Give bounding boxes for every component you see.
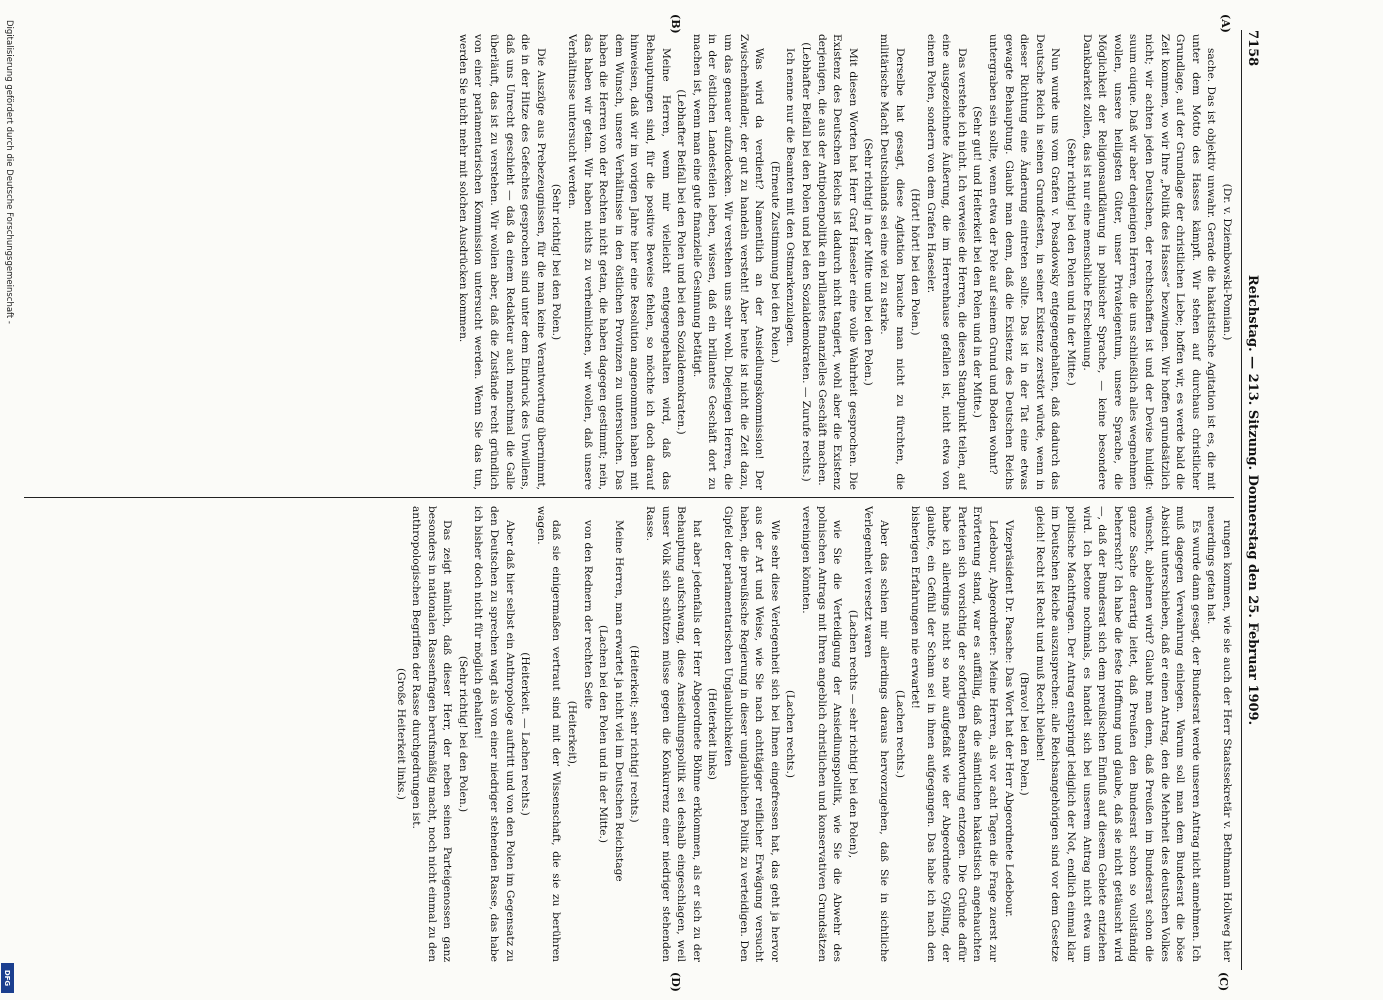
paragraph: Ledebour, Abgeordneter: Meine Herren, als vor acht Tagen die Frage zuerst zur Erörterung stand, war es auffällig, daß die sämtlichen hakatistisch angehauchten Parteien sich vorsichtig der sofortigen Beantwortung entzogen. Die Gründe dafür habe ich allerdings nicht so naiv aufgefaßt wie der Abgeordnete Gyßling, der glaubte, ein Gefühl der Scham sei in ihnen aufgegangen. Das habe ich nach den bisherigen Erfahrungen nie erwartet! (909, 506, 1000, 962)
stage-direction: (Lebhafter Beifall bei den Polen und bei den Sozialdemokraten.) (675, 89, 688, 435)
paragraph: Vizepräsident Dr. Paasche: Das Wort hat der Herr Abgeordnete Ledebour. (1002, 520, 1015, 918)
paragraph: Was wird da verdient? Namentlich an der Ansiedlungskommission! Der Zwischenhändler, der gut zu handeln versteht! Aber heute ist nicht die Zeit dazu, um das genauer aufzudecken. Wir verstehen uns sehr wohl. Diejenigen Herren, die in der östlichen Landesteilen leben, wissen, daß ein brillantes Geschäft dort zu machen ist, wenn man eine gute finanzielle Gesinnung betätigt. (690, 34, 766, 490)
paragraph: Aber daß hier selbst ein Anthropologe auftritt und von den Polen im Gegensatz zu den Deutschen zu sprechen wagt als von einer niedriger stehenden Rasse, das habe ich bisher doch nicht für möglich gehalten! (472, 506, 516, 962)
stage-direction: (Sehr richtig! bei den Polen und in der Mitte.) (1065, 138, 1078, 386)
paragraph: Derselbe hat gesagt, diese Agitation brauche man nicht zu fürchten, die militärische Macht Deutschlands sei eine viel zu starke. (877, 34, 906, 490)
stage-direction: (Sehr richtig! bei den Polen.) (550, 183, 563, 341)
paragraph: Meine Herren, man erwartet ja nicht viel im Deutschen Reichstage (612, 520, 625, 882)
paragraph: hat aber jedenfalls der Herr Abgeordnete Böhme erklommen, als er sich zu der Behauptung aufschwang, diese Ansiedlungspolitik sei deshalb eingeschlagen, weil unser Volk sich schützen müsse gegen die Konkurrenz einer niedriger stehenden Rasse. (644, 506, 703, 962)
stage-direction: (Heiterkeit links) (706, 688, 719, 780)
page-number: 7158 (1245, 30, 1260, 67)
page-header (1241, 30, 1262, 970)
stage-direction: (Heiterkeit. — Lachen rechts.) (519, 652, 532, 816)
paragraph: rungen kommen, wie sie auch der Herr Staatssekretär v. Bethmann Hollweg hier neuerdings getan hat. (1205, 506, 1233, 962)
stage-direction: (Große Heiterkeit links.) (394, 668, 407, 800)
digitization-credit-text: Digitalisierung gefördert durch die Deutsche Forschungsgemeinschaft - (4, 20, 14, 324)
paragraph: Ich nenne nur die Beamten mit den Ostmarkenzulagen. (784, 48, 797, 347)
paragraph: Nun wurde uns vom Grafen v. Posadowsky entgegengehalten, daß dadurch das Deutsche Reich in seinen Grundfesten, in seiner Existenz zerstört würde, wenn in dieser Richtung eine Änderung eintreten sollte. Das ist in der Tat eine etwas gewagte Behauptung. Glaubt man denn, daß die Existenz des Deutschen Reichs untergraben sein sollte, wenn etwa der Pole auf seinem Grund und Boden wohnt? (987, 34, 1062, 490)
margin-marker-a: (A) (1219, 14, 1232, 33)
paragraph: daß sie einigermaßen vertraut sind mit der Wissenschaft, die sie zu berühren wagen. (534, 506, 563, 962)
stage-direction: (Lachen rechts.) (893, 690, 906, 778)
stage-direction: (Erneute Zustimmung bei den Polen.) (768, 161, 781, 363)
paragraph: wie Sie die Verteidigung der Ansiedlungspolitik, wie Sie die Abwehr des polnischen Antrags mit Ihren angeblich christlichen und konservativen Grundsätzen vereinigen könnten. (799, 506, 844, 962)
margin-marker-b: (B) (669, 14, 682, 34)
stage-direction: (Heiterkeit), (566, 700, 579, 768)
paragraph: Aber das schien mir allerdings daraus hervorzugehen, daß Sie in sichtliche Verlegenheit versetzt waren (862, 506, 890, 962)
paragraph: sache. Das ist objektiv unwahr. Gerade die hakatistische Agitation ist es, die mit unter dem Motto des Hasses kämpft. Wir stehen auf durchaus christlicher Grundlage, auf der Grundlage der christlichen Liebe; hoffen wir, es werde bald die Zeit kommen, wo wir Ihre „Politik des Hasses“ bezwingen. Wir hoffen grundsätzlich nicht; wir achten jeden Deutschen, der rechtschaffen ist und der Devise huldigt: suum cuique. Daß wir aber denjenigen Herren, die uns schließlich alles wegnehmen wollen, unsere heiligsten Güter, unser Privateigentum, unsere Sprache, die Möglichkeit der Religionsaufklärung in polnischer Sprache, — keine besondere Dankbarkeit zollen, das ist nur eine menschliche Erscheinung. (1080, 34, 1218, 490)
running-header: Reichstag. — 213. Sitzung. Donnerstag den 25. Februar 1909. (1245, 274, 1260, 726)
paragraph: Die Auszüge aus Prebezeugnissen, für die man keine Verantwortung übernimmt, die in der Hitze des Gefechtes gesprochen sind unter dem Eindruck des Unwillens, daß uns Unrecht geschieht — daß da einem Redakteur auch manchmal die Galle überläuft, das ist zu verstehen. Wir wollen aber, daß die Zustände recht gründlich von einer parlamentarischen Kommission untersucht werden. Wenn Sie das tun, werden Sie nicht mehr mit solchen Ausdrücken kommen. (456, 34, 547, 490)
stage-direction: (Sehr richtig! in der Mitte und bei den Polen.) (862, 138, 875, 386)
paragraph: Wie sehr diese Verlegenheit sich bei Ihnen eingefressen hat, das geht ja hervor aus der Art und Weise, wie Sie nach achttägiger reiflicher Erwägung versucht haben, die preußische Regierung in dieser unglaublichen Politik zu verteidigen. Den Gipfel der parlamentarischen Unglaublichkeiten (722, 506, 781, 962)
paragraph: Das verstehe ich nicht. Ich verweise die Herren, die diesen Standpunkt teilen, auf eine ausgezeichnete Äußerung, die im Herrenhause gefallen ist, nicht etwa von einem Polen, sondern von dem Grafen Haeseler. (924, 34, 968, 490)
left-column (24, 34, 1234, 490)
paragraph: Meine Herren, wenn mir vielleicht entgegengehalten wird, daß das Behauptungen sind, für die positive Beweise fehlen, so möchte ich doch darauf hinweisen, daß wir im vorigen Jahre hier eine Resolution angenommen haben mit dem Wunsch, unsere Verhältnisse in den östlichen Provinzen zu untersuchen. Das haben die Herren von der Rechten nicht getan, die haben dagegen gestimmt; nein, das haben wir getan. Wir haben nichts zu verheimlichen, wir wollen, daß unsere Verhältnisse untersucht werden. (566, 34, 672, 490)
margin-marker-d: (D) (669, 972, 682, 992)
dfg-logo-text: DFG (3, 969, 12, 987)
paragraph: von den Rednern der rechten Seite (581, 520, 594, 709)
paragraph: Es wurde dann gesagt, der Bundesrat werde unseren Antrag nicht annehmen. Ich muß dagegen Verwahrung einlegen. Warum soll man dem Bundesrat die böse Absicht unterschieben, daß er einen Antrag, den die Mehrheit des deutschen Volkes wünscht, ablehnen wird? Glaubt man denn, daß Preußen im Bundesrat schon die ganze Sache derartig leitet, daß Preußen den Bundesrat schon so vollständig beherrscht? Ich habe die feste Hoffnung und glaube, daß sie nicht getäuscht wird —, daß der Bundesrat sich dem preußischen Einfluß auf diesem Gebiete entziehen wird. Ich betone nochmals, es handelt sich bei unserem Antrag nicht etwa um politische Machtfragen. Der Antrag entspringt lediglich der Not, endlich einmal klar im Deutschen Reiche auszusprechen: alle Reichsangehörigen sind vor dem Gesetze gleich! Recht ist Recht und muß Recht bleiben! (1033, 506, 1202, 962)
paragraph: Das zeigt nämlich, daß dieser Herr, der neben seinen Parteigenossen ganz besonders in nationalen Rassenfragen berufsmäßig macht, noch nicht einmal zu den anthropologischen Begriffen der Rasse durchgedrungen ist. (410, 506, 454, 962)
stage-direction: (Lebhafter Beifall bei den Polen und bei den Sozialdemokraten. — Zurufe rechts.) (799, 42, 812, 482)
stage-direction: (Sehr richtig! bei den Polen.) (456, 655, 469, 813)
stage-direction: (Sehr gut! und Heiterkeit bei den Polen und in der Mitte.) (971, 106, 984, 418)
stage-direction: (Dr. v. Dziembowski-Pomian.) (1221, 183, 1233, 341)
margin-marker-c: (C) (1217, 972, 1230, 992)
stage-direction: (Lachen rechts — sehr richtig! bei den Polen), (846, 609, 859, 859)
stage-direction: (Lachen rechts.) (784, 690, 797, 778)
right-column (24, 506, 1234, 962)
stage-direction: (Bravo! bei den Polen.) (1018, 672, 1031, 796)
column-divider (24, 497, 1234, 498)
stage-direction: (Heiterkeit; sehr richtig! rechts.) (628, 645, 641, 823)
paragraph: Mit diesen Worten hat Herr Graf Haeseler eine volle Wahrheit gesprochen. Die Existenz des Deutschen Reichs ist dadurch nicht tangiert, wohl aber die Existenz derjenigen, die aus der Antipolenpolitik ein brillantes finanzielles Geschäft machen. (815, 34, 859, 490)
stage-direction: (Lachen bei den Polen und in der Mitte.) (597, 624, 610, 844)
stage-direction: (Hört! hört! bei den Polen.) (909, 188, 922, 336)
